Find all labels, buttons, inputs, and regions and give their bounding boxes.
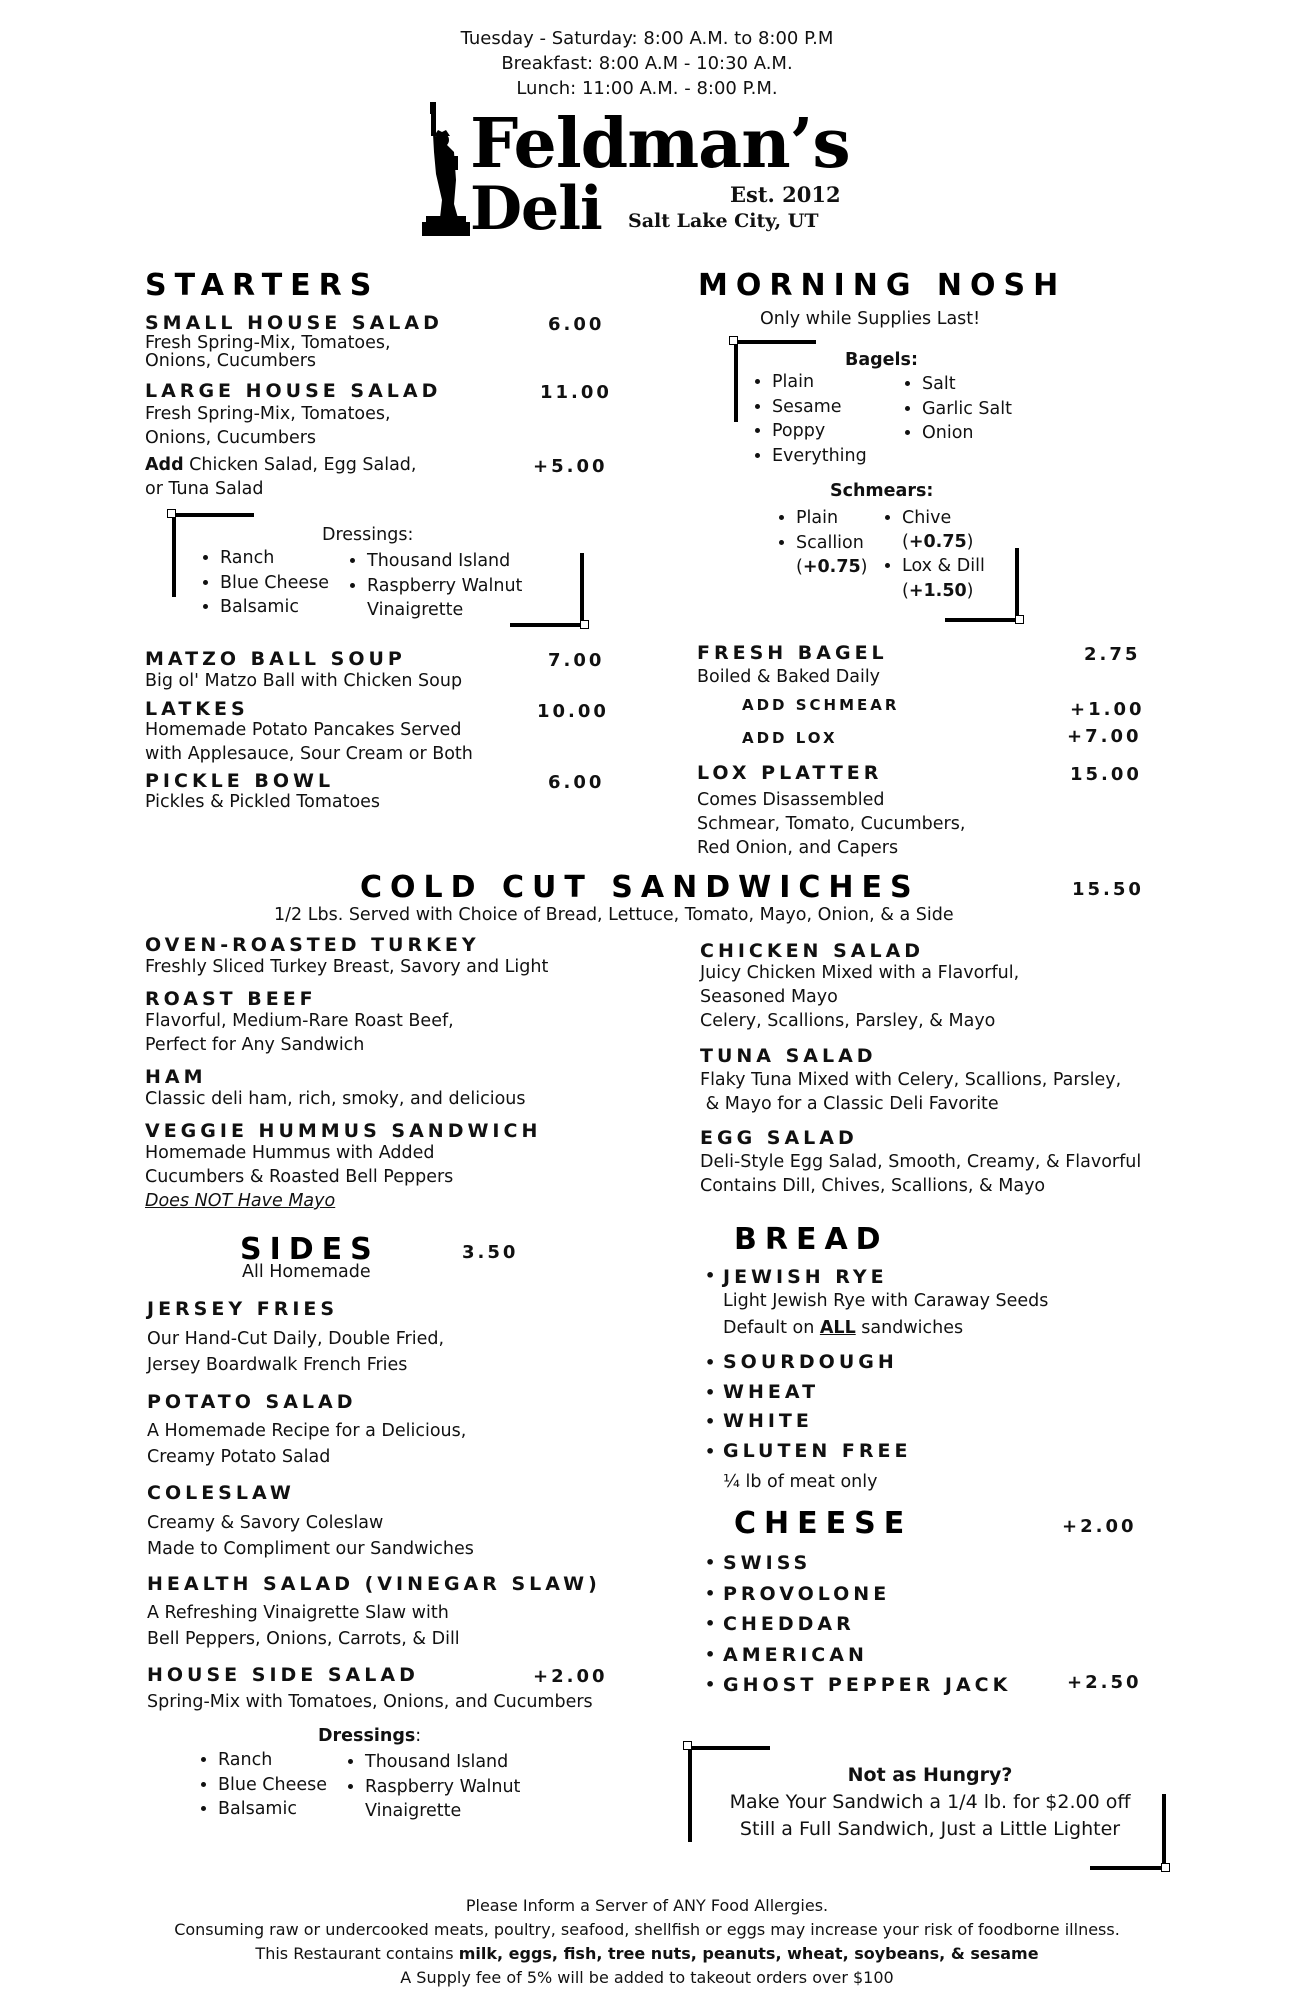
desc-line: Our Hand-Cut Daily, Double Fried, <box>147 1329 445 1349</box>
add-lox-name: ADD LOX <box>742 729 838 747</box>
add-salad-desc <box>145 453 416 501</box>
sides-dressings-left <box>198 1748 327 1822</box>
list-item: • Garlic Salt <box>922 397 1012 422</box>
desc-line: Homemade Hummus with Added <box>145 1143 435 1163</box>
cheese-item-ghost-pepper-jack: • GHOST PEPPER JACK <box>703 1670 1011 1701</box>
desc-line: & Mayo for a Classic Deli Favorite <box>700 1094 999 1114</box>
logo-deli: Deli <box>470 174 602 244</box>
large-house-salad-desc <box>145 402 391 450</box>
allergen-intro: This Restaurant contains <box>255 1944 459 1963</box>
desc-line <box>723 1315 1173 1342</box>
schmears-title: Schmears: <box>830 481 934 501</box>
frame-square <box>1161 1863 1170 1872</box>
sides-price: 3.50 <box>462 1242 519 1263</box>
starters-dressings-left <box>200 546 329 620</box>
desc-line: Fresh Spring-Mix, Tomatoes, <box>145 333 391 353</box>
turkey-name: OVEN-ROASTED TURKEY <box>145 934 480 956</box>
not-hungry-line2: Still a Full Sandwich, Just a Little Lighter <box>739 1818 1121 1840</box>
cheese-item-cheddar: • CHEDDAR <box>703 1609 1011 1640</box>
pickle-bowl-name: PICKLE BOWL <box>145 770 335 792</box>
chive-price: (+0.75) <box>902 532 974 552</box>
health-salad-name: HEALTH SALAD (VINEGAR SLAW) <box>147 1573 601 1595</box>
desc-line: Contains Dill, Chives, Scallions, & Mayo <box>700 1176 1046 1196</box>
egg-salad-desc <box>700 1150 1141 1198</box>
not-hungry-title: Not as Hungry? <box>847 1764 1013 1786</box>
lox-dill-price: (+1.50) <box>902 581 974 601</box>
list-item: • Thousand Island <box>367 549 522 574</box>
list-item: • Plain <box>772 370 867 395</box>
starters-dressings-title: Dressings: <box>322 525 414 545</box>
add-salad-price: +5.00 <box>533 456 608 477</box>
ghost-pepper-jack-price: +2.50 <box>1067 1672 1142 1693</box>
jersey-fries-name: JERSEY FRIES <box>147 1298 339 1320</box>
desc-line: A Refreshing Vinaigrette Slaw with <box>147 1603 449 1623</box>
sandwiches-text: sandwiches <box>855 1318 964 1338</box>
latkes-name: LATKES <box>145 698 249 720</box>
logo-feldmans: Feldman’s <box>470 104 850 184</box>
bagels-right-list <box>902 372 1012 446</box>
desc-line: Seasoned Mayo <box>700 987 838 1007</box>
footer <box>0 1894 1294 1990</box>
frame-square <box>1015 615 1024 624</box>
list-item: • Raspberry Walnut <box>365 1775 520 1800</box>
bread-item-white: • WHITE <box>703 1407 1173 1437</box>
matzo-ball-soup-desc: Big ol' Matzo Ball with Chicken Soup <box>145 671 463 691</box>
cheese-title: CHEESE <box>734 1506 913 1541</box>
tuna-salad-name: TUNA SALAD <box>700 1045 877 1067</box>
bread-title: BREAD <box>734 1222 889 1257</box>
list-item: • Balsamic <box>218 1797 327 1822</box>
chicken-salad-name: CHICKEN SALAD <box>700 940 925 962</box>
starters-dressings-right <box>347 549 522 623</box>
location: Salt Lake City, UT <box>628 210 819 232</box>
lox-platter-name: LOX PLATTER <box>697 762 883 784</box>
desc-line: Cucumbers & Roasted Bell Peppers <box>145 1167 454 1187</box>
schmear-item: • Lox & Dill <box>902 554 985 579</box>
list-item: Vinaigrette <box>367 600 464 620</box>
potato-salad-name: POTATO SALAD <box>147 1391 357 1413</box>
add-schmear-price: +1.00 <box>1070 699 1145 720</box>
sides-title: SIDES <box>240 1232 380 1267</box>
desc-line: Bell Peppers, Onions, Carrots, & Dill <box>147 1629 460 1649</box>
tuna-salad-desc <box>700 1068 1121 1116</box>
hours-days: Tuesday - Saturday: 8:00 A.M. to 8:00 P.M <box>460 28 834 49</box>
morning-nosh-subtitle: Only while Supplies Last! <box>760 309 981 329</box>
raw-food-warning: Consuming raw or undercooked meats, poultry, seafood, shellfish or eggs may increase your risk of foodborne illness. <box>174 1920 1120 1939</box>
hours-lunch: Lunch: 11:00 A.M. - 8:00 P.M. <box>516 78 778 99</box>
cheese-item-american: • AMERICAN <box>703 1640 1011 1671</box>
desc-line: Red Onion, and Capers <box>697 838 899 858</box>
schmear-item: • Plain <box>796 506 864 531</box>
cold-cut-subtitle: 1/2 Lbs. Served with Choice of Bread, Lettuce, Tomato, Mayo, Onion, & a Side <box>274 905 954 925</box>
small-house-salad-desc <box>145 334 391 370</box>
desc-line: Fresh Spring-Mix, Tomatoes, <box>145 404 391 424</box>
schmears-right-list <box>882 506 951 531</box>
add-label: Add <box>145 455 184 475</box>
all-emphasis: ALL <box>819 1318 856 1338</box>
list-item: • Thousand Island <box>365 1750 520 1775</box>
bread-item-wheat: • WHEAT <box>703 1378 1173 1408</box>
roast-beef-name: ROAST BEEF <box>145 988 317 1010</box>
health-salad-desc <box>147 1600 460 1652</box>
cheese-item-provolone: • PROVOLONE <box>703 1579 1011 1610</box>
hours-breakfast: Breakfast: 8:00 A.M - 10:30 A.M. <box>501 53 793 74</box>
desc-line: Creamy Potato Salad <box>147 1447 331 1467</box>
bread-list <box>703 1266 1173 1494</box>
small-house-salad-name: SMALL HOUSE SALAD <box>145 312 443 334</box>
frame-square <box>580 620 589 629</box>
sides-dressings-title <box>318 1724 421 1748</box>
desc-line: Onions, Cucumbers <box>145 351 317 371</box>
allergy-notice: Please Inform a Server of ANY Food Allergies. <box>465 1896 829 1915</box>
list-item: • Sesame <box>772 395 867 420</box>
add-lox-price: +7.00 <box>1067 726 1142 747</box>
schmear-item: • Chive <box>902 506 951 531</box>
large-house-salad-name: LARGE HOUSE SALAD <box>145 380 442 402</box>
roast-beef-desc <box>145 1009 454 1057</box>
desc-line: Schmear, Tomato, Cucumbers, <box>697 814 966 834</box>
desc-line: Creamy & Savory Coleslaw <box>147 1513 384 1533</box>
bread-item-jewish-rye <box>703 1266 1173 1288</box>
matzo-ball-soup-price: 7.00 <box>548 650 605 671</box>
pickle-bowl-price: 6.00 <box>548 772 605 793</box>
house-side-salad-desc: Spring-Mix with Tomatoes, Onions, and Cucumbers <box>147 1692 593 1712</box>
morning-nosh-title: MORNING NOSH <box>698 268 1067 303</box>
desc-line: Homemade Potato Pancakes Served <box>145 720 462 740</box>
dressings-colon: : <box>415 1726 422 1746</box>
desc-line: Flavorful, Medium-Rare Roast Beef, <box>145 1011 454 1031</box>
lox-platter-price: 15.00 <box>1070 764 1142 785</box>
desc-line: A Homemade Recipe for a Delicious, <box>147 1421 467 1441</box>
desc-line: Perfect for Any Sandwich <box>145 1035 365 1055</box>
not-hungry-line1: Make Your Sandwich a 1/4 lb. for $2.00 off <box>729 1791 1131 1813</box>
large-house-salad-price: 11.00 <box>540 382 612 403</box>
potato-salad-desc <box>147 1418 466 1470</box>
latkes-desc <box>145 718 473 766</box>
bread-item-gluten-free: • GLUTEN FREE <box>703 1437 1173 1467</box>
supply-fee-notice: A Supply fee of 5% will be added to takeout orders over $100 <box>400 1968 894 1987</box>
jewish-rye-desc <box>703 1288 1173 1342</box>
add-options: Chicken Salad, Egg Salad, <box>183 455 417 475</box>
add-schmear-name: ADD SCHMEAR <box>742 696 900 714</box>
list-item: • Ranch <box>220 546 329 571</box>
desc-line: with Applesauce, Sour Cream or Both <box>145 744 473 764</box>
allergen-items: milk, eggs, fish, tree nuts, peanuts, wheat, soybeans, & sesame <box>458 1944 1039 1963</box>
sides-dressings-right <box>345 1750 520 1824</box>
list-item: • Raspberry Walnut <box>367 574 522 599</box>
frame-square <box>729 336 738 345</box>
desc-line: Deli-Style Egg Salad, Smooth, Creamy, & Flavorful <box>700 1152 1142 1172</box>
not-hungry-box <box>700 1762 1160 1843</box>
house-side-salad-name: HOUSE SIDE SALAD <box>147 1664 419 1686</box>
desc-line: Light Jewish Rye with Caraway Seeds <box>723 1291 1049 1311</box>
cheese-list <box>703 1548 1011 1701</box>
statue-of-liberty-icon <box>420 100 474 236</box>
list-item: • Balsamic <box>220 595 329 620</box>
list-item: • Everything <box>772 444 867 469</box>
dressings-label: Dressings <box>318 1726 416 1746</box>
desc-line: Made to Compliment our Sandwiches <box>147 1539 474 1559</box>
gluten-free-desc: ¼ lb of meat only <box>723 1472 878 1492</box>
list-item: Vinaigrette <box>365 1801 462 1821</box>
jersey-fries-desc <box>147 1326 444 1378</box>
schmear-item: • Scallion <box>796 531 864 556</box>
starters-title: STARTERS <box>145 268 380 303</box>
list-item: • Blue Cheese <box>218 1773 327 1798</box>
bread-name: JEWISH RYE <box>723 1266 888 1288</box>
matzo-ball-soup-name: MATZO BALL SOUP <box>145 648 406 670</box>
scallion-price: (+0.75) <box>796 557 868 577</box>
desc-line: Comes Disassembled <box>697 790 885 810</box>
no-mayo-note: Does NOT Have Mayo <box>145 1191 336 1211</box>
allergen-list <box>0 1942 1294 1966</box>
default-text: Default on <box>723 1318 820 1338</box>
desc-line: Celery, Scallions, Parsley, & Mayo <box>700 1011 996 1031</box>
veggie-hummus-name: VEGGIE HUMMUS SANDWICH <box>145 1120 542 1142</box>
egg-salad-name: EGG SALAD <box>700 1127 858 1149</box>
schmears-left-list <box>776 506 864 555</box>
chicken-salad-desc <box>700 961 1019 1033</box>
desc-line: Onions, Cucumbers <box>145 428 317 448</box>
fresh-bagel-name: FRESH BAGEL <box>697 642 888 664</box>
frame-square <box>167 509 176 518</box>
desc-line: Flaky Tuna Mixed with Celery, Scallions, Parsley, <box>700 1070 1122 1090</box>
coleslaw-name: COLESLAW <box>147 1482 295 1504</box>
house-side-salad-price: +2.00 <box>533 1666 608 1687</box>
bread-item-sourdough: • SOURDOUGH <box>703 1348 1173 1378</box>
hours-block <box>0 26 1294 101</box>
frame-square <box>683 1741 692 1750</box>
add-options-line2: or Tuna Salad <box>145 479 264 499</box>
cheese-item-swiss: • SWISS <box>703 1548 1011 1579</box>
list-item: • Onion <box>922 421 1012 446</box>
list-item: • Poppy <box>772 419 867 444</box>
ham-desc: Classic deli ham, rich, smoky, and delicious <box>145 1089 526 1109</box>
list-item: • Salt <box>922 372 1012 397</box>
bagels-title: Bagels: <box>845 350 918 370</box>
desc-line: Jersey Boardwalk French Fries <box>147 1355 408 1375</box>
turkey-desc: Freshly Sliced Turkey Breast, Savory and Light <box>145 957 549 977</box>
list-item: • Blue Cheese <box>220 571 329 596</box>
coleslaw-desc <box>147 1510 474 1562</box>
ham-name: HAM <box>145 1066 207 1088</box>
pickle-bowl-desc: Pickles & Pickled Tomatoes <box>145 792 381 812</box>
sides-subtitle: All Homemade <box>242 1262 371 1282</box>
bagels-left-list <box>752 370 867 468</box>
est-year: Est. 2012 <box>730 182 841 207</box>
small-house-salad-price: 6.00 <box>548 314 605 335</box>
frame-corner-bottom-right <box>945 548 1019 622</box>
fresh-bagel-price: 2.75 <box>1084 644 1141 665</box>
cheese-price: +2.00 <box>1062 1516 1137 1537</box>
latkes-price: 10.00 <box>537 701 609 722</box>
desc-line: Juicy Chicken Mixed with a Flavorful, <box>700 963 1020 983</box>
list-item: • Ranch <box>218 1748 327 1773</box>
lox-platter-desc <box>697 788 965 860</box>
cold-cut-title: COLD CUT SANDWICHES <box>360 870 920 905</box>
veggie-hummus-desc <box>145 1141 453 1213</box>
fresh-bagel-desc: Boiled & Baked Daily <box>697 667 881 687</box>
cold-cut-price: 15.50 <box>1072 879 1144 900</box>
